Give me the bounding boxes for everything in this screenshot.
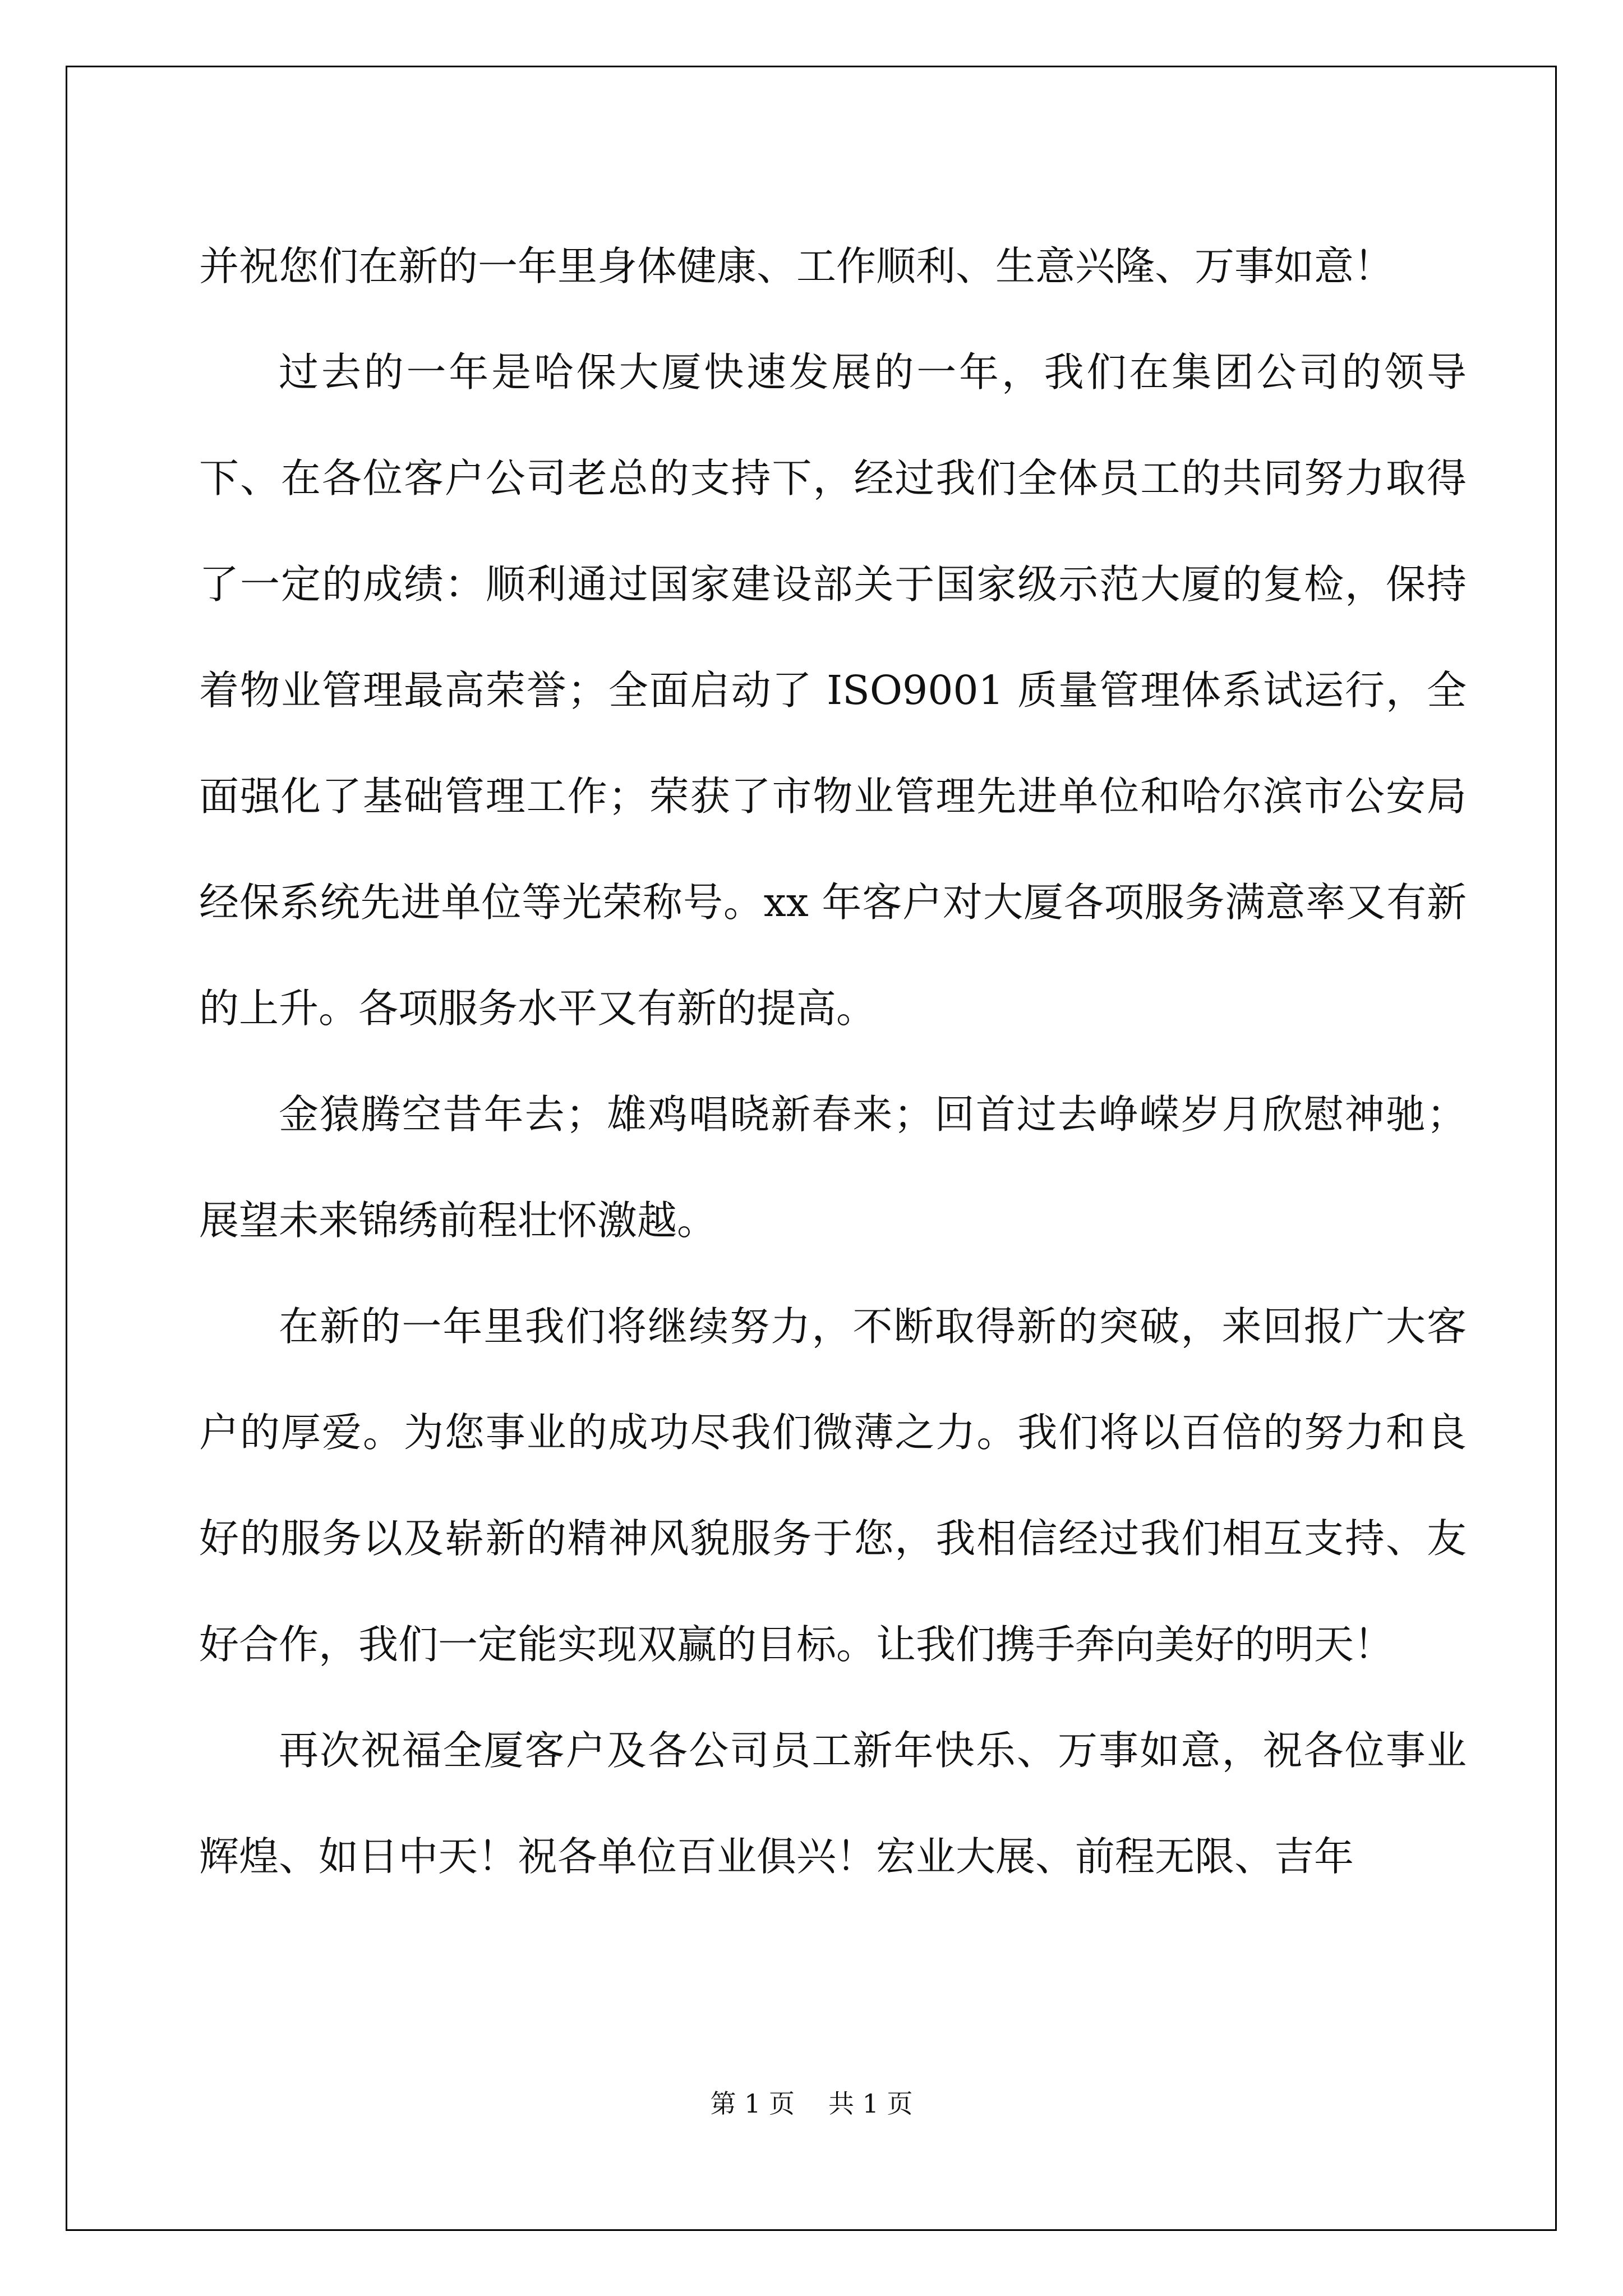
paragraph-1: 并祝您们在新的一年里身体健康、工作顺利、生意兴隆、万事如意！ xyxy=(199,243,1394,289)
paragraph-3: 金猿腾空昔年去；雄鸡唱晓新春来；回首过去峥嵘岁月欣慰神驰；展望未来锦绣前程壮怀激越。 xyxy=(199,1091,1467,1244)
paragraph-4: 在新的一年里我们将继续努力，不断取得新的突破，来回报广大客户的厚爱。为您事业的成功尽我们微薄之力。我们将以百倍的努力和良好的服务以及崭新的精神风貌服务于您，我相信经过我们相互支持、友好合作，我们一定能实现双赢的目标。让我们携手奔向美好的明天！ xyxy=(199,1303,1467,1668)
paragraph-5: 再次祝福全厦客户及各公司员工新年快乐、万事如意，祝各位事业辉煌、如日中天！祝各单位百业俱兴！宏业大展、前程无限、吉年 xyxy=(199,1727,1467,1880)
page-footer xyxy=(0,2087,1623,2120)
paragraph-2: 过去的一年是哈保大厦快速发展的一年，我们在集团公司的领导下、在各位客户公司老总的支持下，经过我们全体员工的共同努力取得了一定的成绩：顺利通过国家建设部关于国家级示范大厦的复检，保持着物业管理最高荣誉；全面启动了 ISO9001 质量管理体系试运行，全面强化了基础管理工作；荣获了市物业管理先进单位和哈尔滨市公安局经保系统先进单位等光荣称号。xx 年客户对大厦各项服务满意率又有新的上升。各项服务水平又有新的提高。 xyxy=(199,349,1467,1032)
page-number: 第 1 页 xyxy=(710,2088,795,2119)
page-total: 共 1 页 xyxy=(828,2088,913,2119)
document-body xyxy=(199,213,1467,1910)
